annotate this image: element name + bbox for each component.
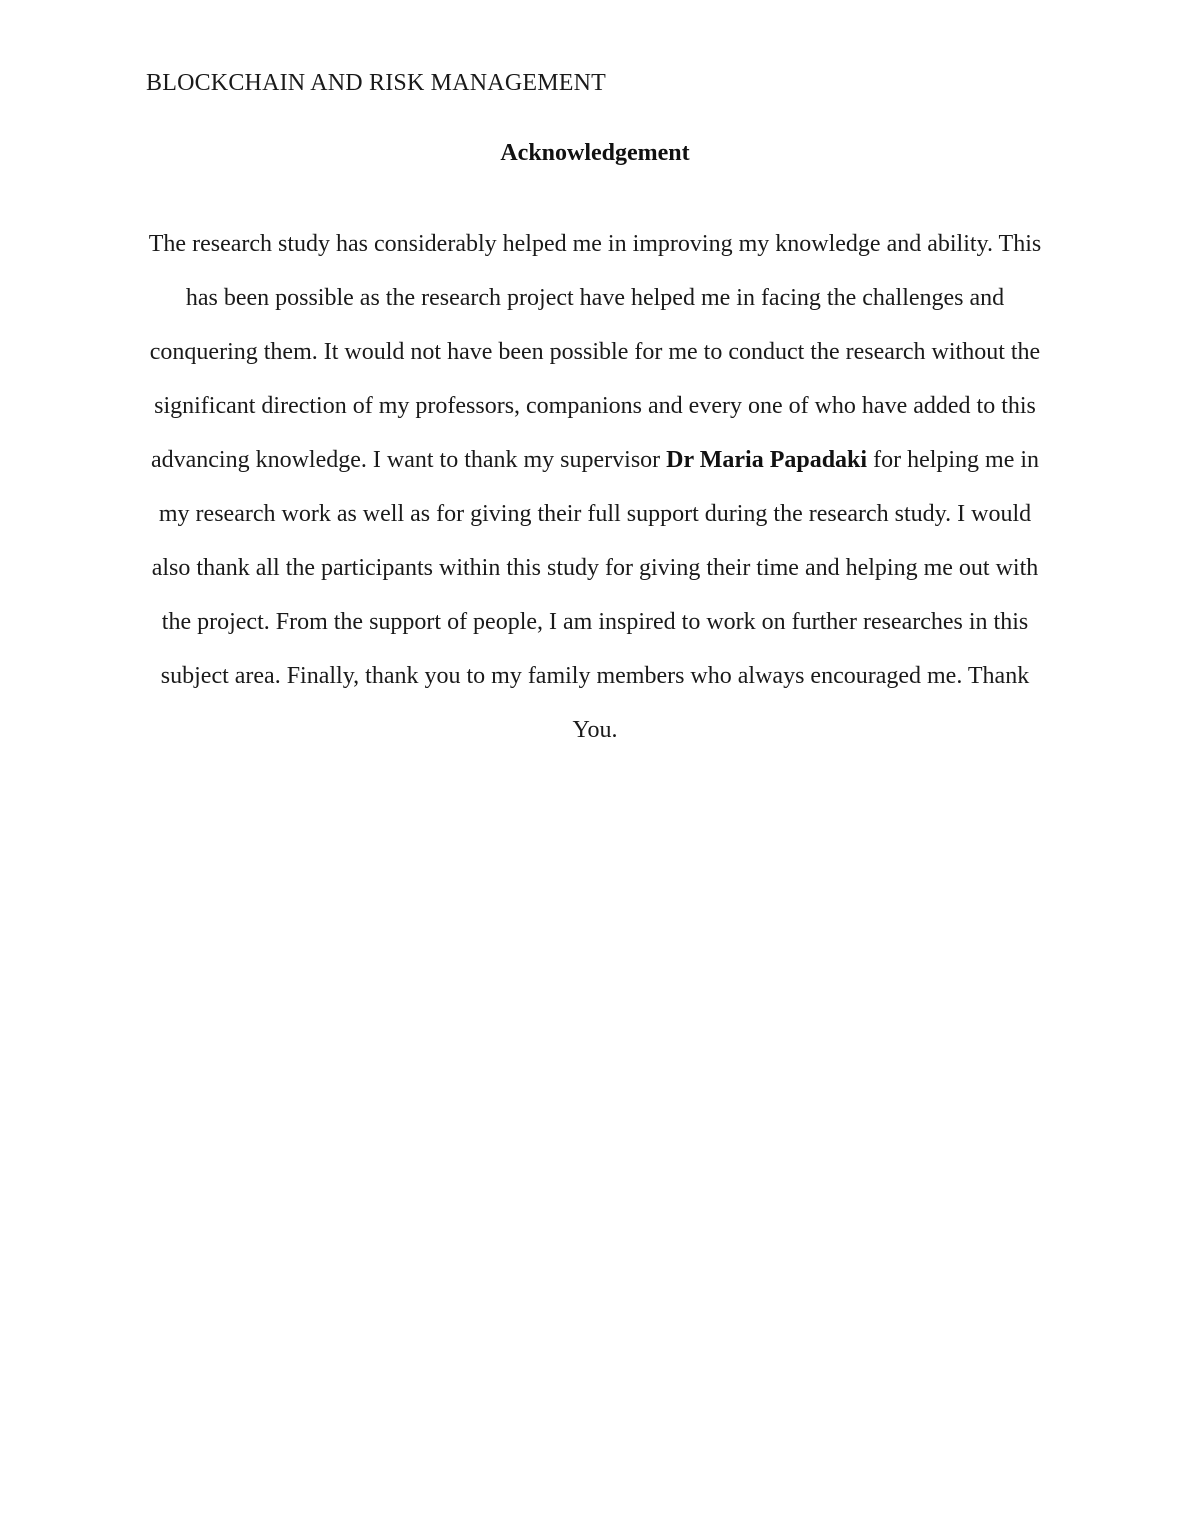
running-head: BLOCKCHAIN AND RISK MANAGEMENT <box>146 70 607 96</box>
supervisor-name: Dr Maria Papadaki <box>666 447 868 473</box>
paragraph-text-after: for helping me in my research work as well as for giving their full support during the research study. I would also thank all the participants within this study for giving their time and helping me out with the project. From the support of people, I am inspired to work on further researches in this subject area. Finally, thank you to my family members who always encouraged me. Thank You. <box>151 447 1040 743</box>
acknowledgement-paragraph <box>137 217 1053 757</box>
page-title: Acknowledgement <box>500 140 690 166</box>
paragraph-text-before: The research study has considerably helped me in improving my knowledge and ability. This has been possible as the research project have helped me in facing the challenges and conquering them. It would not have been possible for me to conduct the research without the significant direction of my professors, companions and every one of who have added to this advancing knowledge. I want to thank my supervisor <box>148 231 1042 473</box>
